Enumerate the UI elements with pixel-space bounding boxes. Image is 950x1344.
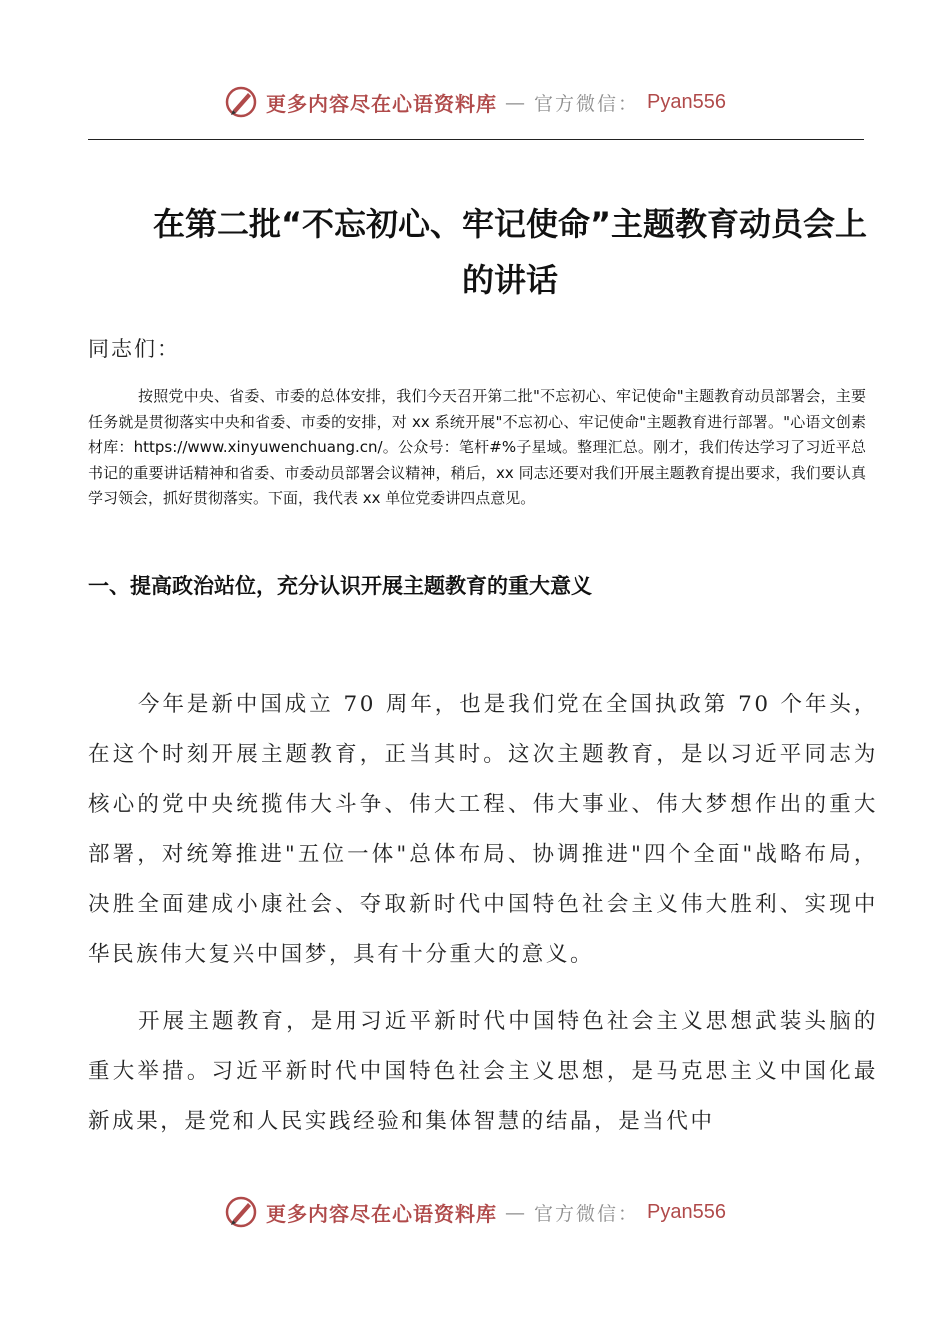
watermark-wechat-label: 官方微信： bbox=[534, 92, 640, 115]
footer-watermark bbox=[0, 1192, 950, 1232]
pen-logo-icon bbox=[224, 85, 258, 119]
watermark-slogan: 更多内容尽在心语资料库 bbox=[266, 91, 497, 116]
document-title: 在第二批“不忘初心、牢记使命”主题教育动员会上的讲话 bbox=[152, 205, 868, 299]
header-watermark bbox=[0, 82, 950, 122]
watermark-wechat-id: Pyan556 bbox=[647, 90, 726, 113]
header-divider bbox=[88, 139, 864, 140]
pen-logo-icon bbox=[224, 1195, 258, 1229]
body-paragraph-1: 今年是新中国成立 70 周年，也是我们党在全国执政第 70 个年头，在这个时刻开展主题教育，正当其时。这次主题教育，是以习近平同志为核心的党中央统揽伟大斗争、伟大工程、伟大事业、伟大梦想作出的重大部署，对统筹推进"五位一体"总体布局、协调推进"四个全面"战略布局，决胜全面建成小康社会、夺取新时代中国特色社会主义伟大胜利、实现中华民族伟大复兴中国梦，具有十分重大的意义。 bbox=[88, 692, 878, 967]
section-heading-1: 一、提高政治站位，充分认识开展主题教育的重大意义 bbox=[88, 574, 592, 598]
watermark-wechat-id: Pyan556 bbox=[647, 1200, 726, 1223]
watermark-dash: — bbox=[505, 90, 526, 114]
watermark-wechat-label: 官方微信： bbox=[534, 1202, 640, 1225]
watermark-slogan: 更多内容尽在心语资料库 bbox=[266, 1201, 497, 1226]
salutation: 同志们： bbox=[88, 337, 180, 361]
body-paragraph-2: 开展主题教育，是用习近平新时代中国特色社会主义思想武装头脑的重大举措。习近平新时代中国特色社会主义思想，是马克思主义中国化最新成果，是党和人民实践经验和集体智慧的结晶，是当代中 bbox=[88, 1009, 878, 1134]
watermark-dash: — bbox=[505, 1200, 526, 1224]
intro-paragraph: 按照党中央、省委、市委的总体安排，我们今天召开第二批"不忘初心、牢记使命"主题教育动员部署会，主要任务就是贯彻落实中央和省委、市委的安排，对 xx 系统开展"不忘初心、牢记使命"主题教育进行部署。"心语文创素材库：https://www.xinyuwenchuang.cn/。公众号：笔杆#%子星域。整理汇总。刚才，我们传达学习了习近平总书记的重要讲话精神和省委、市委动员部署会议精神，稍后，xx 同志还要对我们开展主题教育提出要求，我们要认真学习领会，抓好贯彻落实。下面，我代表 xx 单位党委讲四点意见。 bbox=[88, 387, 866, 507]
